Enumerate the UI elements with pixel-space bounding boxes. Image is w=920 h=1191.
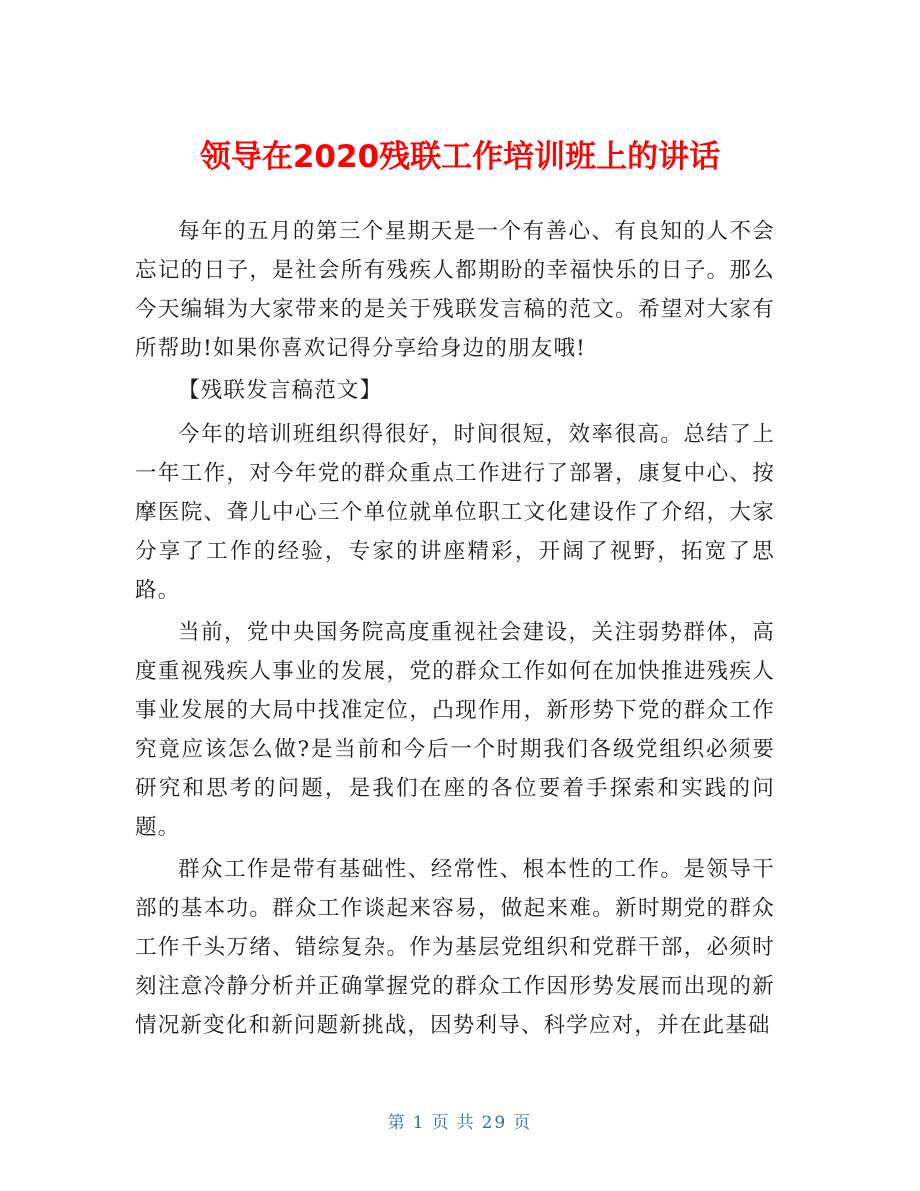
body-paragraph-2: 当前，党中央国务院高度重视社会建设，关注弱势群体，高度重视残疾人事业的发展，党的群众工作如何在加快推进残疾人事业发展的大局中找准定位，凸现作用，新形势下党的群众工作究竟应该怎么做?是当前和今后一个时期我们各级党组织必须要研究和思考的问题，是我们在座的各位要着手探索和实践的问题。 [135,620,775,840]
footer-page-word: 页 [431,1113,451,1133]
page-number-footer [0,1108,920,1133]
footer-prefix: 第 [387,1113,407,1133]
body-paragraph-3: 群众工作是带有基础性、经常性、根本性的工作。是领导干部的基本功。群众工作谈起来容易，做起来难。新时期党的群众工作千头万绪、错综复杂。作为基层党组织和党群干部，必须时刻注意冷静分析并正确掌握党的群众工作因形势发展而出现的新情况新变化和新问题新挑战，因势利导、科学应对，并在此基础 [135,857,775,1038]
footer-current-page: 1 [412,1113,426,1133]
section-heading: 【残联发言稿范文】 [178,378,383,403]
footer-total-pages: 29 [481,1113,508,1133]
document-title: 领导在2020残联工作培训班上的讲话 [199,138,721,175]
footer-total-prefix: 共 [456,1113,476,1133]
footer-suffix: 页 [513,1113,533,1133]
body-paragraph-1: 今年的培训班组织得很好，时间很短，效率很高。总结了上一年工作，对今年党的群众重点工作进行了部署，康复中心、按摩医院、聋儿中心三个单位就单位职工文化建设作了介绍，大家分享了工作的经验，专家的讲座精彩，开阔了视野，拓宽了思路。 [135,422,775,603]
intro-paragraph: 每年的五月的第三个星期天是一个有善心、有良知的人不会忘记的日子，是社会所有残疾人都期盼的幸福快乐的日子。那么今天编辑为大家带来的是关于残联发言稿的范文。希望对大家有所帮助!如果你喜欢记得分享给身边的朋友哦! [135,219,775,361]
document-body [135,212,775,1045]
